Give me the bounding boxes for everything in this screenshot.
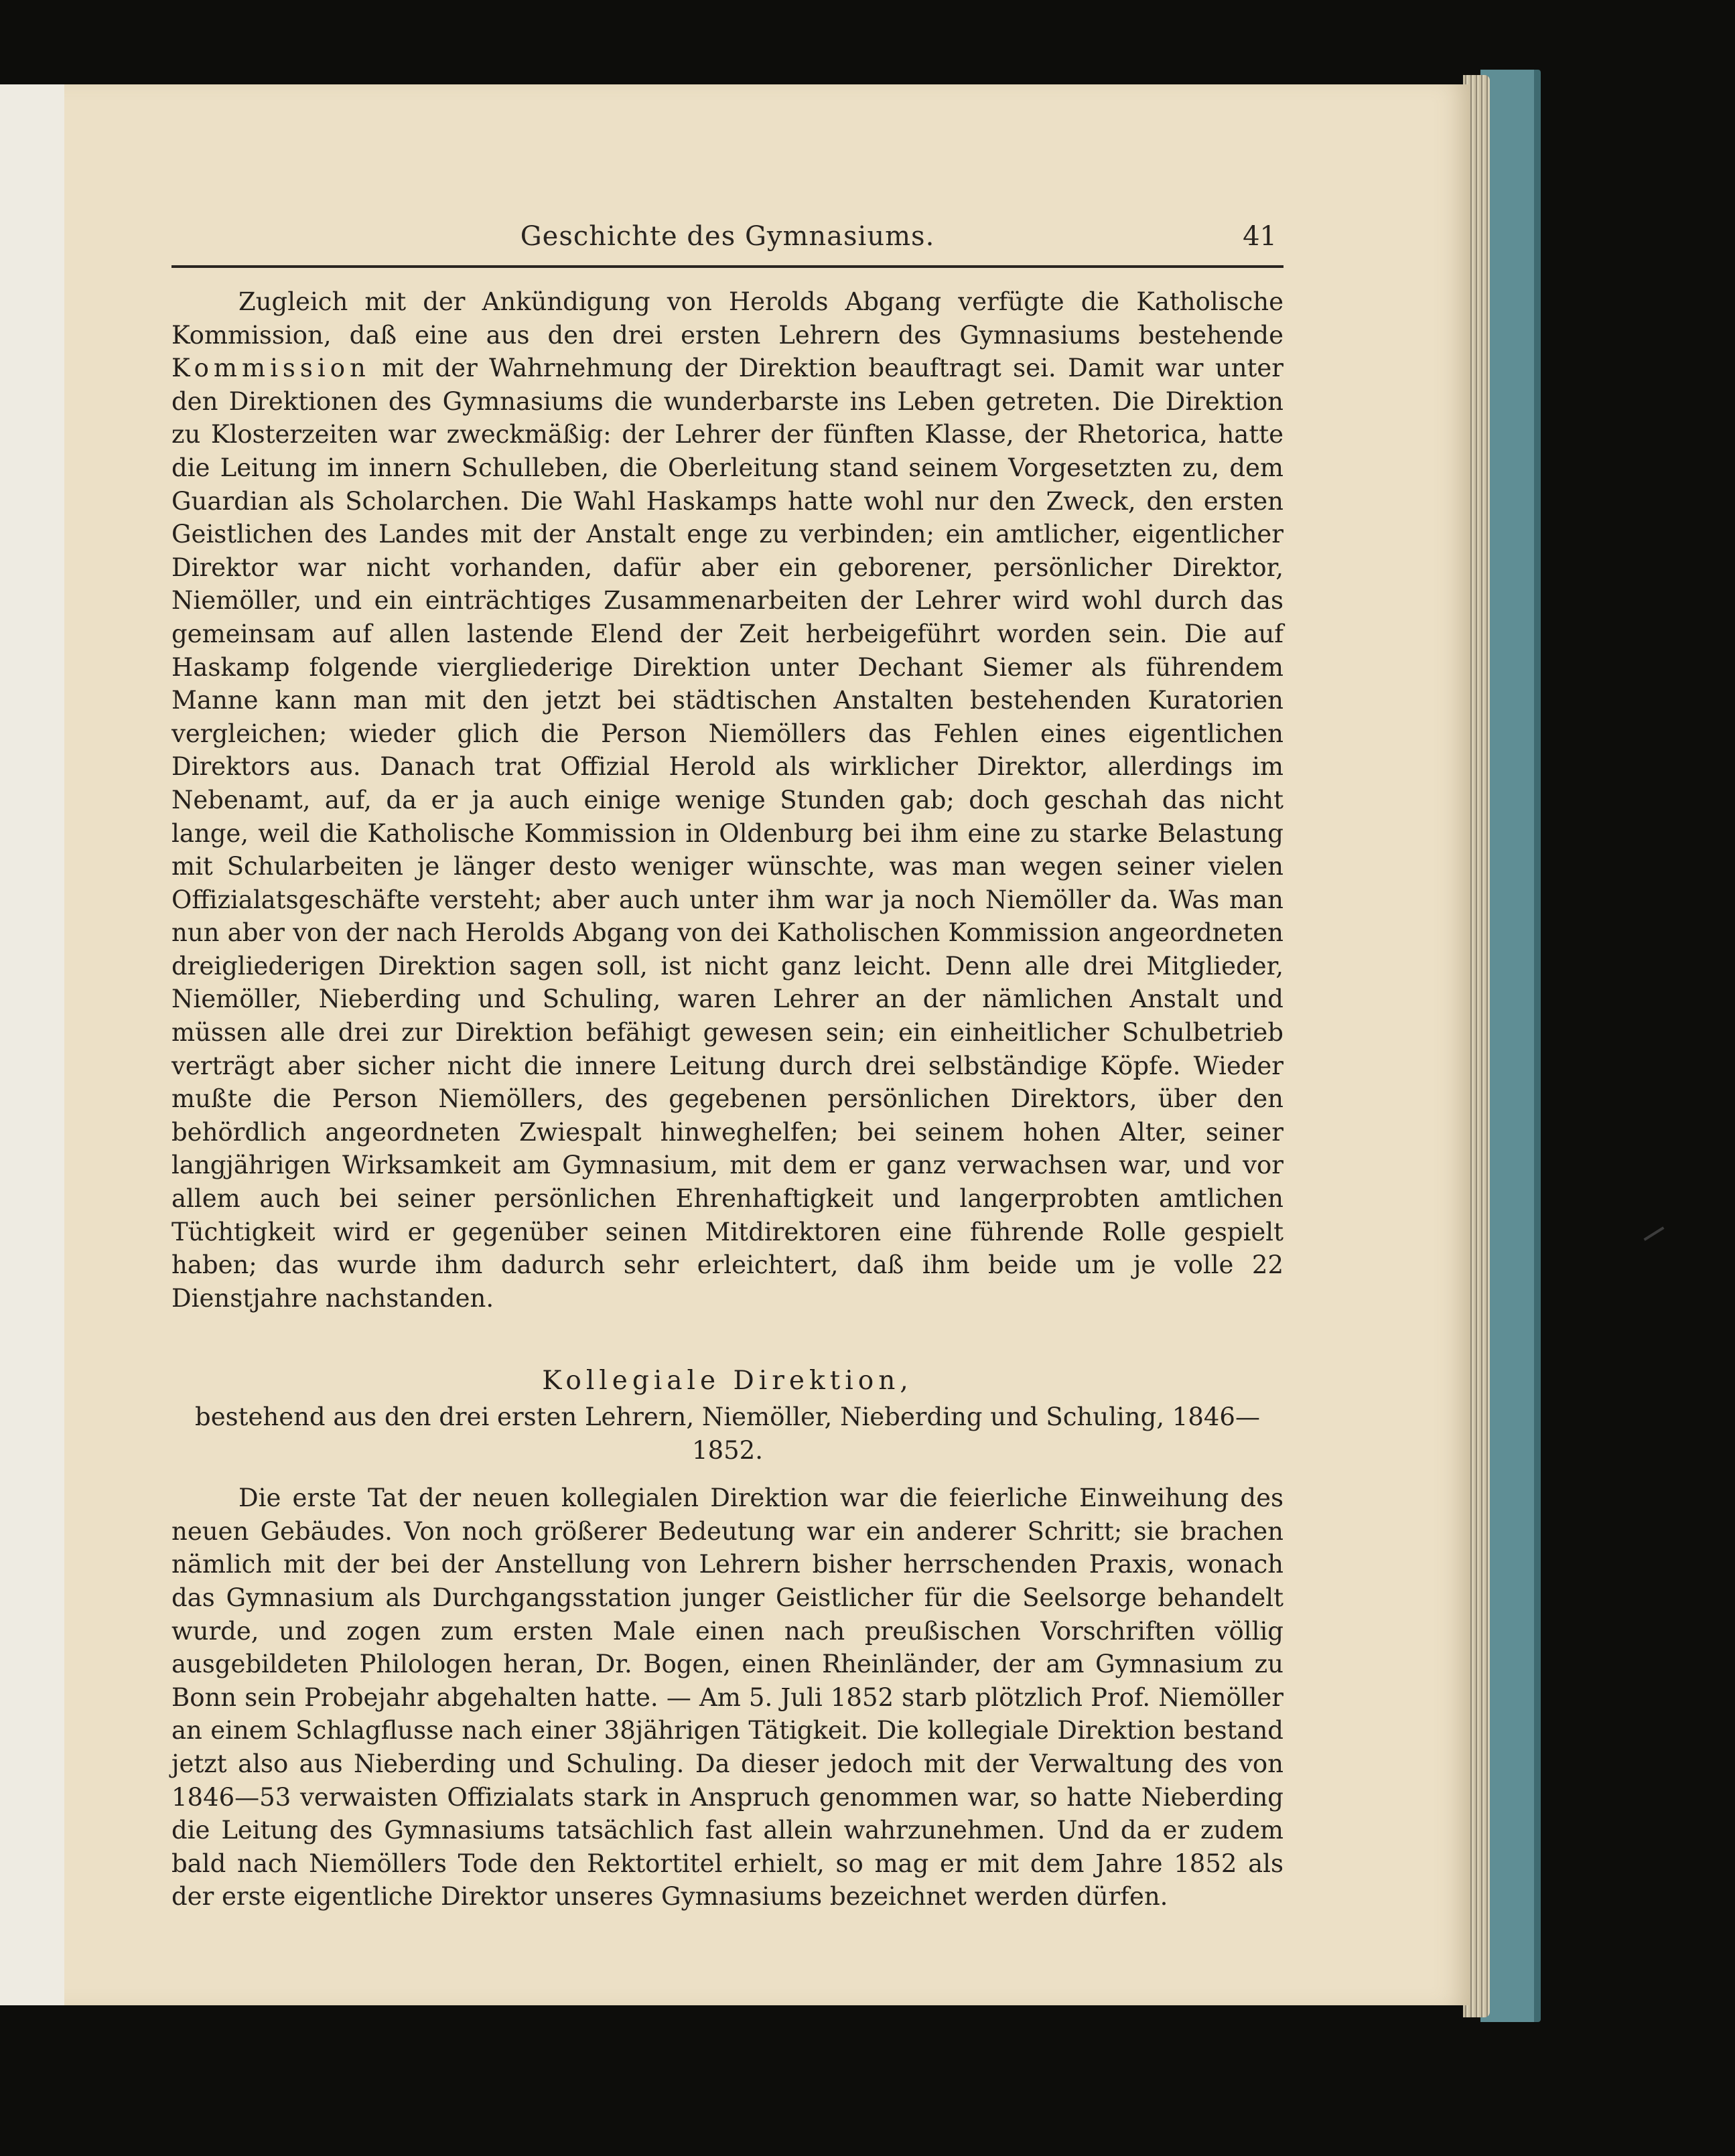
body-text [171,285,1283,1914]
page-number: 41 [1243,221,1277,252]
paragraph-1-part-1: Zugleich mit der Ankündigung von Herolds Abgang verfügte die Katholische Kommission, daß eine aus den drei ersten Lehrern des Gymnasiums bestehende [171,287,1283,350]
section-heading: Kollegiale Direktion, [542,1366,913,1396]
stray-mark [1644,1226,1665,1240]
section-subheading: bestehend aus den drei ersten Lehrern, Niemöller, Nieberding und Schuling, 1846—1852. [195,1403,1260,1465]
book-page [64,84,1470,2005]
running-head: Geschichte des Gymnasiums. [520,221,935,252]
emphasized-word: Kommission [171,354,370,383]
paragraph-1 [171,285,1283,1315]
adjacent-page-edge [0,84,68,2005]
paragraph-1-part-2: mit der Wahrnehmung der Direktion beauftragt sei. Damit war unter den Direktionen des Gymnasiums die wunderbarste ins Leben getreten. Die Direktion zu Klosterzeiten war zweckmäßig: der Lehrer der fünften Klasse, der Rhetorica, hatte die Leitung im innern Schulleben, die Oberleitung stand seinem Vorgesetzten zu, dem Guardian als Scholarchen. Die Wahl Haskamps hatte wohl nur den Zweck, den ersten Geistlichen des Landes mit der Anstalt enge zu verbinden; ein amtlicher, eigentlicher Direktor war nicht vorhanden, dafür aber ein geborener, persönlicher Direktor, Niemöller, und ein einträchtiges Zusammenarbeiten der Lehrer wird wohl durch das gemeinsam auf allen lastende Elend der Zeit herbeigeführt worden sein. Die auf Haskamp folgende viergliederige Direktion unter Dechant Siemer als führendem Manne kann man mit den jetzt bei städtischen Anstalten bestehenden Kuratorien vergleichen; wieder glich die Person Niemöllers das Fehlen eines eigentlichen Direktors aus. Danach trat Offizial Herold als wirklicher Direktor, allerdings im Nebenamt, auf, da er ja auch einige wenige Stunden gab; doch geschah das nicht lange, weil die Katholische Kommission in Oldenburg bei ihm eine zu starke Belastung mit Schularbeiten je länger desto weniger wünschte, was man wegen seiner vielen Offizialatsgeschäfte versteht; aber auch unter ihm war ja noch Niemöller da. Was man nun aber von der nach Herolds Abgang von dei Katholischen Kommission angeordneten dreigliederigen Direktion sagen soll, ist nicht ganz leicht. Denn alle drei Mitglieder, Niemöller, Nieberding und Schuling, waren Lehrer an der nämlichen Anstalt und müssen alle drei zur Direktion befähigt gewesen sein; ein einheitlicher Schulbetrieb verträgt aber sicher nicht die innere Leitung durch drei selbständige Köpfe. Wieder mußte die Person Niemöllers, des gegebenen persönlichen Direktors, über den behördlich angeordneten Zwiespalt hinweghelfen; bei seinem hohen Alter, seiner langjährigen Wirksamkeit am Gymnasium, mit dem er ganz verwachsen war, und vor allem auch bei seiner persönlichen Ehrenhaftigkeit und langerprobten amtlichen Tüchtigkeit wird er gegenüber seinen Mitdirektoren eine führende Rolle gespielt haben; das wurde ihm dadurch sehr erleichtert, daß ihm beide um je volle 22 Dienstjahre nachstanden. [171,354,1283,1313]
page-header [171,217,1283,268]
paragraph-2: Die erste Tat der neuen kollegialen Direktion war die feierliche Einweihung des neuen Gebäudes. Von noch größerer Bedeutung war ein anderer Schritt; sie brachen nämlich mit der bei der Anstellung von Lehrern bisher herrschenden Praxis, wonach das Gymnasium als Durchgangsstation junger Geistlicher für die Seelsorge behandelt wurde, und zogen zum ersten Male einen nach preußischen Vorschriften völlig ausgebildeten Philologen heran, Dr. Bogen, einen Rheinländer, der am Gymnasium zu Bonn sein Probejahr abgehalten hatte. — Am 5. Juli 1852 starb plötzlich Prof. Niemöller an einem Schlagflusse nach einer 38jährigen Tätigkeit. Die kollegiale Direktion bestand jetzt also aus Nieberding und Schuling. Da dieser jedoch mit der Verwaltung des von 1846—53 verwaisten Offizialats stark in Anspruch genommen war, so hatte Nieberding die Leitung des Gymnasiums tatsächlich fast allein wahrzunehmen. Und da er zudem bald nach Niemöllers Tode den Rektortitel erhielt, so mag er mit dem Jahre 1852 als der erste eigentliche Direktor unseres Gymnasiums bezeichnet werden dürfen. [171,1484,1283,1912]
